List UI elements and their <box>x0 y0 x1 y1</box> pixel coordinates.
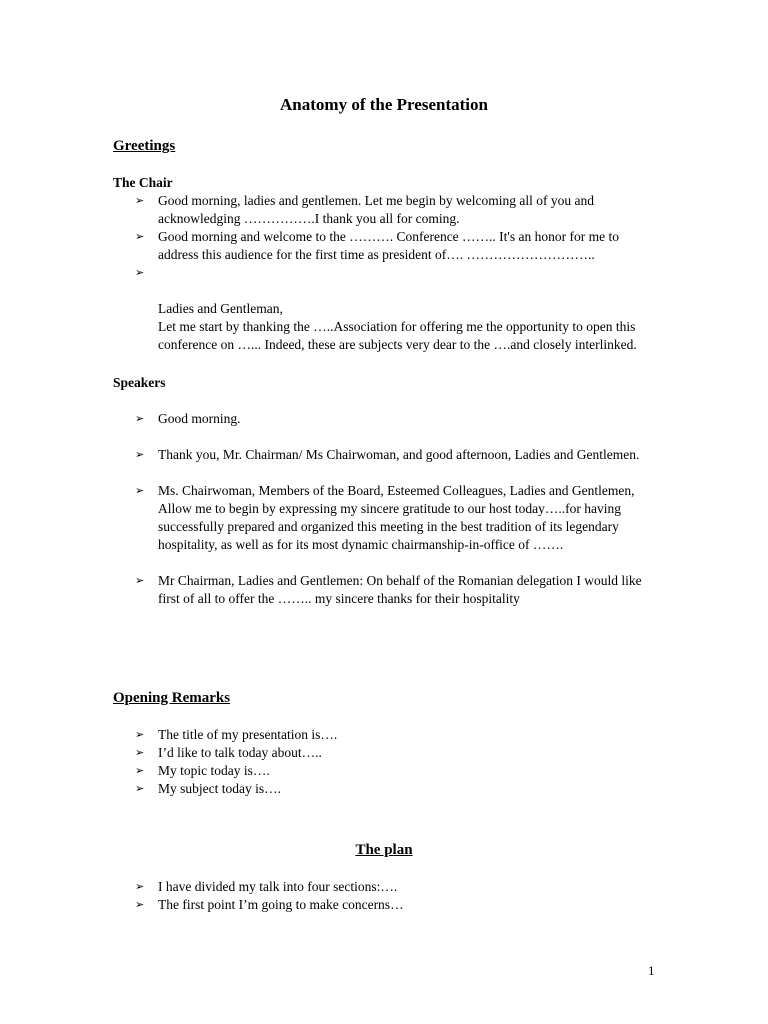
arrow-bullet-icon: ➢ <box>135 782 145 795</box>
arrow-bullet-icon: ➢ <box>135 898 145 911</box>
list-item <box>135 896 645 914</box>
list-item <box>135 192 645 228</box>
list-item-text: The first point I’m going to make concerns… <box>158 897 404 912</box>
page-number: 1 <box>648 963 655 978</box>
opening-remarks-heading: Opening Remarks <box>113 690 231 706</box>
list-item <box>135 228 645 264</box>
list-item <box>135 264 645 354</box>
arrow-bullet-icon: ➢ <box>135 880 145 893</box>
list-item-text: Good morning. <box>158 411 241 426</box>
list-item <box>135 878 645 896</box>
list-item-text: I’d like to talk today about….. <box>158 745 322 760</box>
chair-list <box>135 192 645 354</box>
list-item <box>135 410 645 428</box>
list-item <box>135 726 645 744</box>
list-item-text: Good morning and welcome to the ………. Conference …….. It's an honor for me to address this audience for the first time as president of…. ……………………….. <box>158 229 619 262</box>
list-item-text: Mr Chairman, Ladies and Gentlemen: On behalf of the Romanian delegation I would like first of all to offer the …….. my sincere thanks for their hospitality <box>158 573 642 606</box>
list-item-text: Good morning, ladies and gentlemen. Let me begin by welcoming all of you and acknowledging …………….I thank you all for coming. <box>158 193 595 226</box>
chair-subheading: The Chair <box>113 175 173 190</box>
plan-list <box>135 878 645 914</box>
list-item <box>135 744 645 762</box>
arrow-bullet-icon: ➢ <box>135 230 145 243</box>
arrow-bullet-icon: ➢ <box>135 728 145 741</box>
document-title: Anatomy of the Presentation <box>280 95 488 114</box>
list-item-text: I have divided my talk into four sections:…. <box>158 879 398 894</box>
list-item-text: My topic today is…. <box>158 763 270 778</box>
arrow-bullet-icon: ➢ <box>135 746 145 759</box>
list-item-text: Ladies and Gentleman, Let me start by thanking the …..Association for offering me the opportunity to open this conference on …... Indeed, these are subjects very dear to the ….and closely interlinked. <box>158 301 637 352</box>
arrow-bullet-icon: ➢ <box>135 448 145 461</box>
greetings-heading: Greetings <box>113 138 176 154</box>
arrow-bullet-icon: ➢ <box>135 764 145 777</box>
arrow-bullet-icon: ➢ <box>135 266 145 279</box>
arrow-bullet-icon: ➢ <box>135 484 145 497</box>
list-item-text: Thank you, Mr. Chairman/ Ms Chairwoman, and good afternoon, Ladies and Gentlemen. <box>158 447 640 462</box>
list-item-text: My subject today is…. <box>158 781 281 796</box>
arrow-bullet-icon: ➢ <box>135 574 145 587</box>
speakers-list <box>135 410 645 608</box>
list-item <box>135 762 645 780</box>
list-item <box>135 446 645 464</box>
arrow-bullet-icon: ➢ <box>135 194 145 207</box>
list-item-text: Ms. Chairwoman, Members of the Board, Esteemed Colleagues, Ladies and Gentlemen, Allow me to begin by expressing my sincere gratitude to our host today…..for having successfully prepared and organized this meeting in the best tradition of its legendary hospitality, as well as for its most dynamic chairmanship-in-office of ……. <box>158 483 635 552</box>
speakers-subheading: Speakers <box>113 375 166 390</box>
opening-remarks-list <box>135 726 645 798</box>
list-item <box>135 482 645 554</box>
plan-heading: The plan <box>355 842 413 858</box>
list-item <box>135 572 645 608</box>
list-item-text: The title of my presentation is…. <box>158 727 338 742</box>
list-item <box>135 780 645 798</box>
arrow-bullet-icon: ➢ <box>135 412 145 425</box>
